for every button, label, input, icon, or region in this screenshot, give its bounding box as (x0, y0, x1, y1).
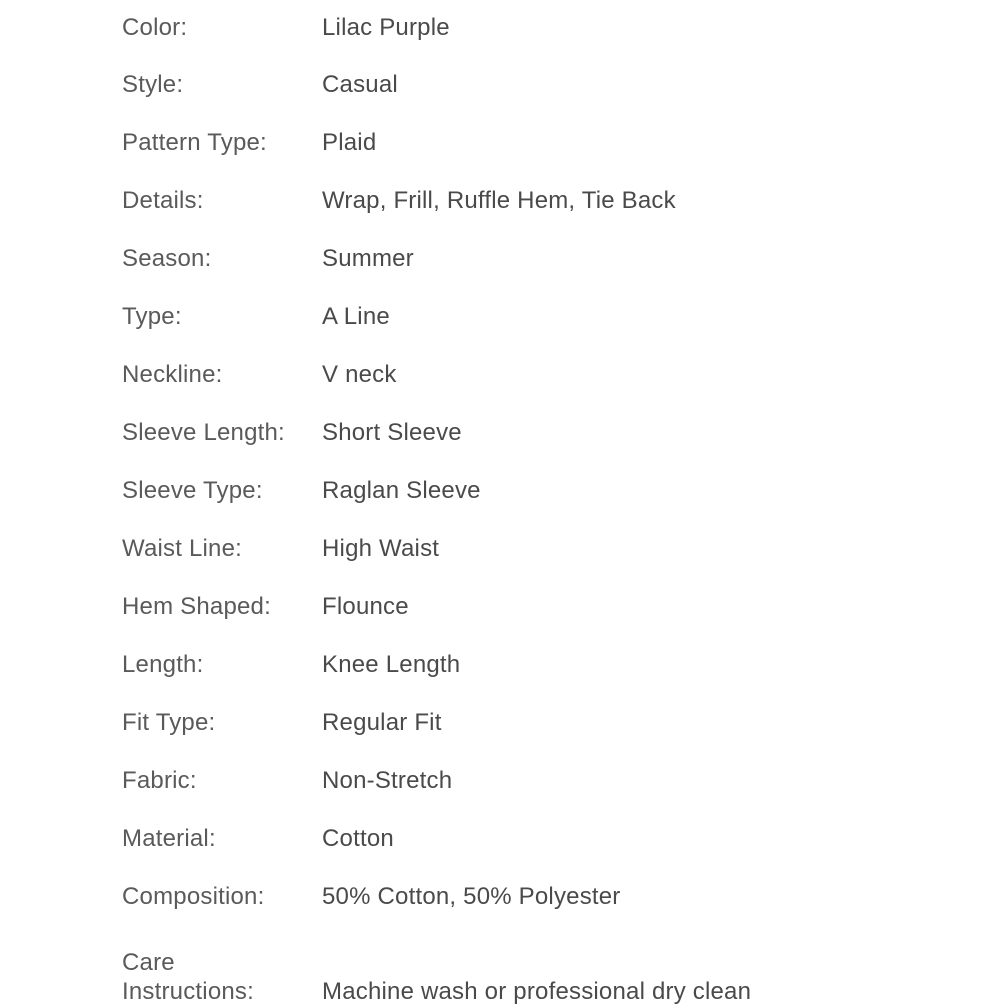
spec-row-type (122, 288, 982, 346)
spec-label: Sleeve Type: (122, 477, 263, 504)
spec-value: Wrap, Frill, Ruffle Hem, Tie Back (322, 187, 676, 214)
spec-row-waist-line (122, 520, 982, 578)
spec-row-season (122, 230, 982, 288)
spec-row-sleeve-type (122, 462, 982, 520)
spec-label-text: Care Instructions: (122, 949, 254, 1005)
spec-label: Type: (122, 303, 182, 330)
spec-value: Summer (322, 245, 414, 272)
spec-label: Color: (122, 14, 188, 41)
spec-label: Details: (122, 187, 204, 214)
spec-row-style (122, 56, 982, 114)
spec-value: V neck (322, 361, 397, 388)
spec-row-neckline (122, 346, 982, 404)
spec-row-color (122, 0, 982, 56)
spec-label: Material: (122, 825, 216, 852)
spec-value: Raglan Sleeve (322, 477, 481, 504)
spec-row-pattern-type (122, 114, 982, 172)
spec-row-sleeve-length (122, 404, 982, 462)
spec-row-details (122, 172, 982, 230)
spec-value: Machine wash or professional dry clean (322, 978, 752, 1005)
spec-value: Short Sleeve (322, 419, 462, 446)
spec-label: Fit Type: (122, 709, 216, 736)
spec-label: Length: (122, 651, 204, 678)
spec-label: Hem Shaped: (122, 593, 271, 620)
spec-value: A Line (322, 303, 390, 330)
product-spec-table (122, 0, 982, 1008)
spec-value: Knee Length (322, 651, 461, 678)
spec-value: Non-Stretch (322, 767, 453, 794)
spec-label: Season: (122, 245, 212, 272)
spec-label: Waist Line: (122, 535, 243, 562)
spec-row-composition (122, 868, 982, 926)
spec-value: Plaid (322, 129, 377, 156)
spec-label: Sleeve Length: (122, 419, 285, 446)
spec-row-fabric (122, 752, 982, 810)
spec-label: Style: (122, 71, 184, 98)
spec-row-hem-shaped (122, 578, 982, 636)
spec-value: Regular Fit (322, 709, 442, 736)
spec-row-fit-type (122, 694, 982, 752)
spec-label (122, 948, 322, 1006)
spec-label: Pattern Type: (122, 129, 267, 156)
spec-row-length (122, 636, 982, 694)
spec-value: Cotton (322, 825, 394, 852)
spec-label: Neckline: (122, 361, 223, 388)
spec-value: Casual (322, 71, 398, 98)
spec-value: Lilac Purple (322, 14, 450, 41)
spec-row-material (122, 810, 982, 868)
spec-label: Fabric: (122, 767, 197, 794)
spec-label: Composition: (122, 883, 265, 910)
spec-value: High Waist (322, 535, 440, 562)
spec-value: 50% Cotton, 50% Polyester (322, 883, 621, 910)
spec-row-care-instructions (122, 926, 982, 1008)
spec-value: Flounce (322, 593, 409, 620)
